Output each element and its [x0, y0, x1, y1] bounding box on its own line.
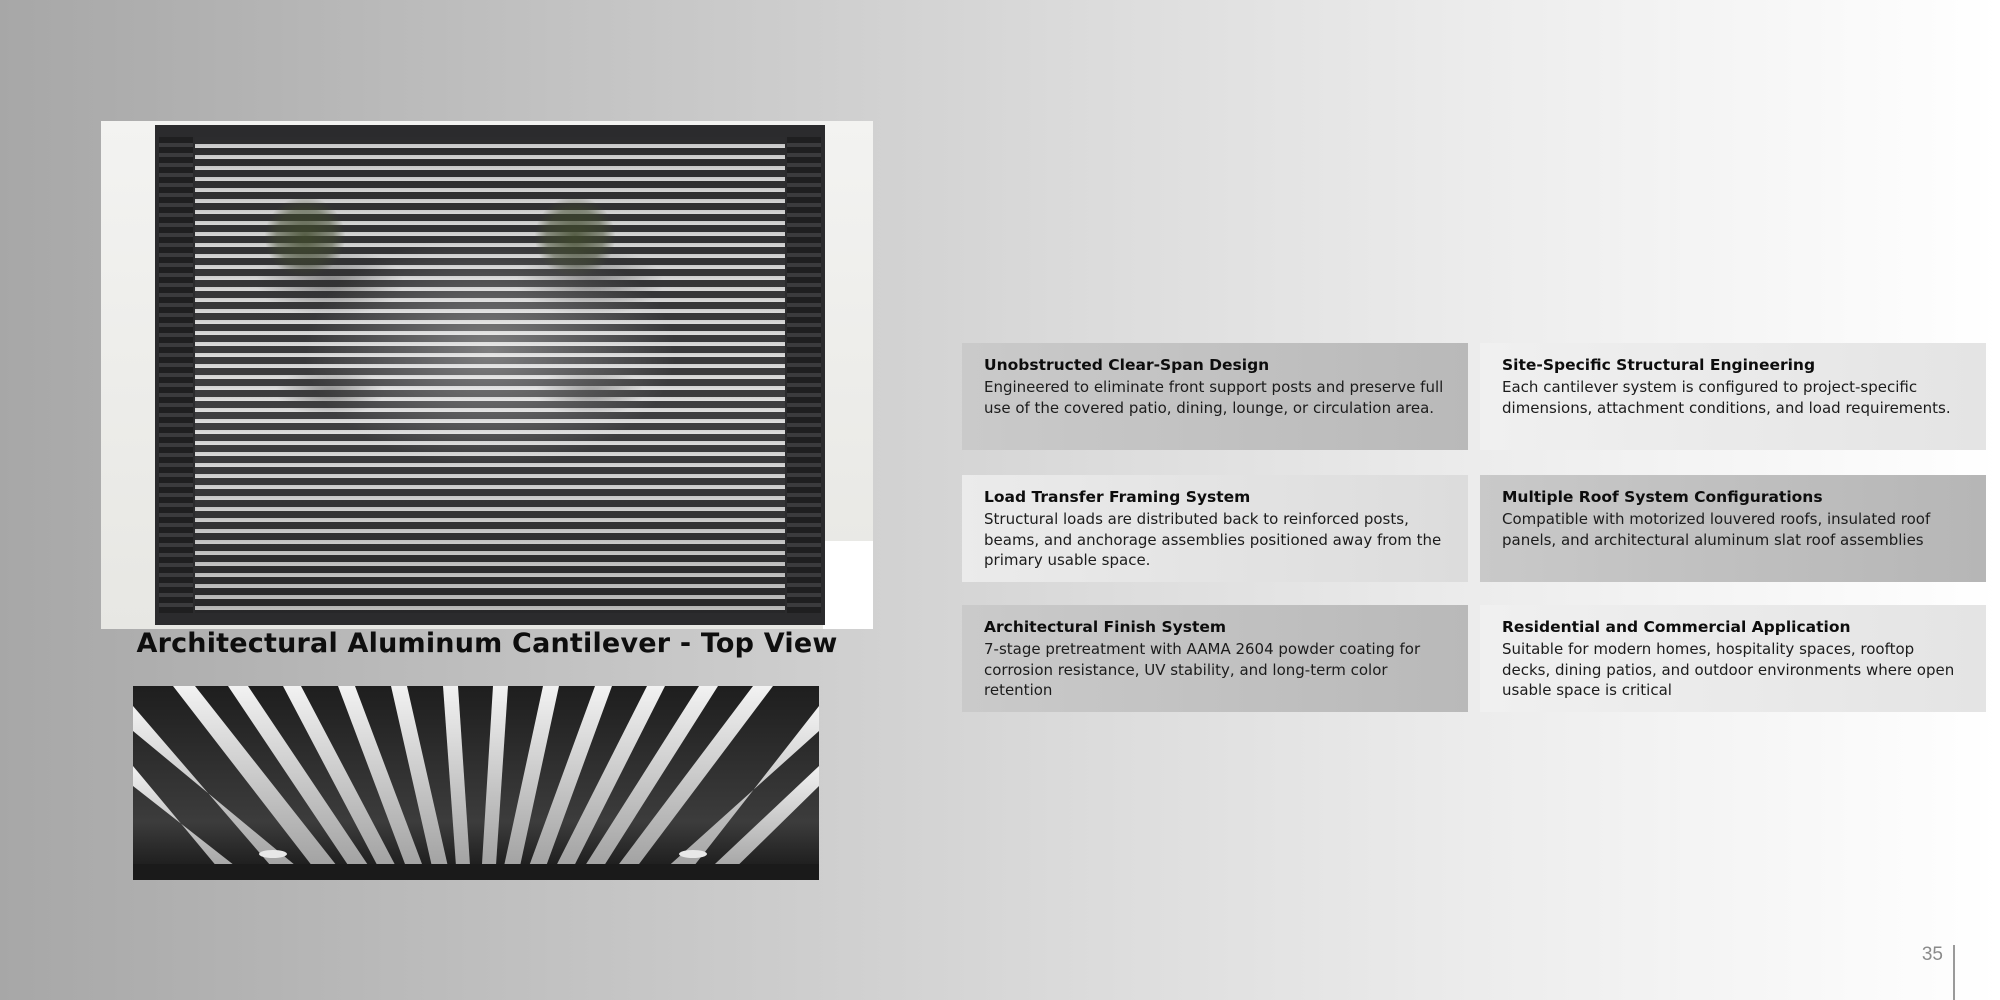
feature-card: [1480, 605, 1986, 712]
page-number-divider: [1953, 945, 1955, 1000]
feature-description: Engineered to eliminate front support posts and preserve full use of the covered patio, dining, lounge, or circulation area.: [984, 378, 1444, 417]
feature-description: Suitable for modern homes, hospitality spaces, rooftop decks, dining patios, and outdoor environments where open usable space is critical: [1502, 640, 1955, 699]
top-view-image: [101, 121, 873, 629]
feature-description: Structural loads are distributed back to reinforced posts, beams, and anchorage assemblies positioned away from the primary usable space.: [984, 510, 1442, 569]
feature-card: [962, 605, 1468, 712]
light-shading: [195, 137, 785, 613]
feature-title: Architectural Finish System: [984, 618, 1227, 636]
feature-card: [1480, 475, 1986, 582]
feature-description: Compatible with motorized louvered roofs, insulated roof panels, and architectural aluminum slat roof assemblies: [1502, 510, 1931, 549]
feature-title: Site-Specific Structural Engineering: [1502, 356, 1816, 374]
feature-description: Each cantilever system is configured to project-specific dimensions, attachment conditions, and load requirements.: [1502, 378, 1951, 417]
underside-slats-graphic: [133, 686, 819, 880]
image-caption: Architectural Aluminum Cantilever - Top View: [136, 628, 838, 659]
feature-card: [962, 475, 1468, 582]
page-number: 35: [1921, 944, 1943, 965]
left-rail: [159, 137, 193, 613]
feature-description: 7-stage pretreatment with AAMA 2604 powder coating for corrosion resistance, UV stability, and long-term color retention: [984, 640, 1421, 699]
underside-view-image: [133, 686, 819, 880]
roof-slats: [195, 137, 785, 613]
image-background-strip: [823, 541, 873, 629]
feature-card: [1480, 343, 1986, 450]
feature-card: [962, 343, 1468, 450]
feature-title: Residential and Commercial Application: [1502, 618, 1851, 636]
feature-title: Unobstructed Clear-Span Design: [984, 356, 1270, 374]
cantilever-frame: [155, 125, 825, 625]
feature-title: Load Transfer Framing System: [984, 488, 1251, 506]
feature-title: Multiple Roof System Configurations: [1502, 488, 1823, 506]
right-rail: [787, 137, 821, 613]
